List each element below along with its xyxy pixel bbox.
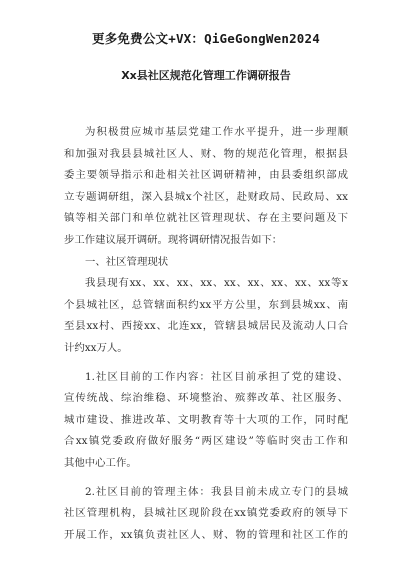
promo-header: 更多免费公文+VX：QiGeGongWen2024 bbox=[92, 31, 320, 46]
text-line: 至县xx村、西接xx、北连xx，管辖县城居民及流动人口合 bbox=[64, 320, 348, 333]
paragraph-gap bbox=[64, 360, 348, 367]
text-line: 宣传统战、综治维稳、环境整治、殡葬改革、社区服务、 bbox=[64, 392, 348, 405]
text-line: 立专题调研组，深入县城x个社区，赴财政局、民政局、xx bbox=[64, 190, 348, 203]
section-heading: 一、社区管理现状 bbox=[85, 255, 169, 268]
text-line: 和加强对我县县城社区人、财、物的规范化管理，根据县 bbox=[64, 147, 348, 160]
text-line: 社区管理机构，县城社区现阶段在xx镇党委政府的领导下 bbox=[64, 507, 348, 520]
text-line: 合xx镇党委政府做好服务“两区建设”等临时突击工作和 bbox=[64, 435, 348, 448]
text-line: 镇等相关部门和单位就社区管理现状、存在主要问题及下 bbox=[64, 212, 348, 225]
document-title: Xx县社区规范化管理工作调研报告 bbox=[121, 69, 291, 82]
intro-paragraph bbox=[64, 122, 348, 252]
text-line: 个县城社区，总管辖面积约xx平方公里，东到县城xx、南 bbox=[64, 298, 348, 311]
item2-paragraph bbox=[64, 482, 348, 547]
text-line: 城市建设、推进改革、文明教育等十大项的工作，同时配 bbox=[64, 413, 348, 426]
text-line: 其他中心工作。 bbox=[64, 456, 137, 469]
text-line: 为积极贯应城市基层党建工作水平提升，进一步理顺 bbox=[85, 126, 348, 138]
paragraph-gap bbox=[64, 475, 348, 482]
text-line: 开展工作，xx镇负责社区人、财、物的管理和社区工作的 bbox=[64, 528, 348, 541]
document-body bbox=[64, 122, 348, 546]
text-line: 2.社区目前的管理主体：我县目前未成立专门的县城 bbox=[85, 485, 348, 498]
text-line: 1.社区目前的工作内容：社区目前承担了党的建设、 bbox=[85, 370, 348, 383]
text-line: 委主要领导指示和赴相关社区调研精神，由县委组织部成 bbox=[64, 169, 348, 182]
text-line: 我县现有xx、xx、xx、xx、xx、xx、xx、xx、xx等x bbox=[85, 277, 348, 290]
text-line: 步工作建议展开调研。现将调研情况报告如下： bbox=[64, 233, 283, 246]
item1-paragraph bbox=[64, 367, 348, 475]
text-line: 计约xx万人。 bbox=[64, 341, 128, 354]
section1-paragraph bbox=[64, 273, 348, 359]
